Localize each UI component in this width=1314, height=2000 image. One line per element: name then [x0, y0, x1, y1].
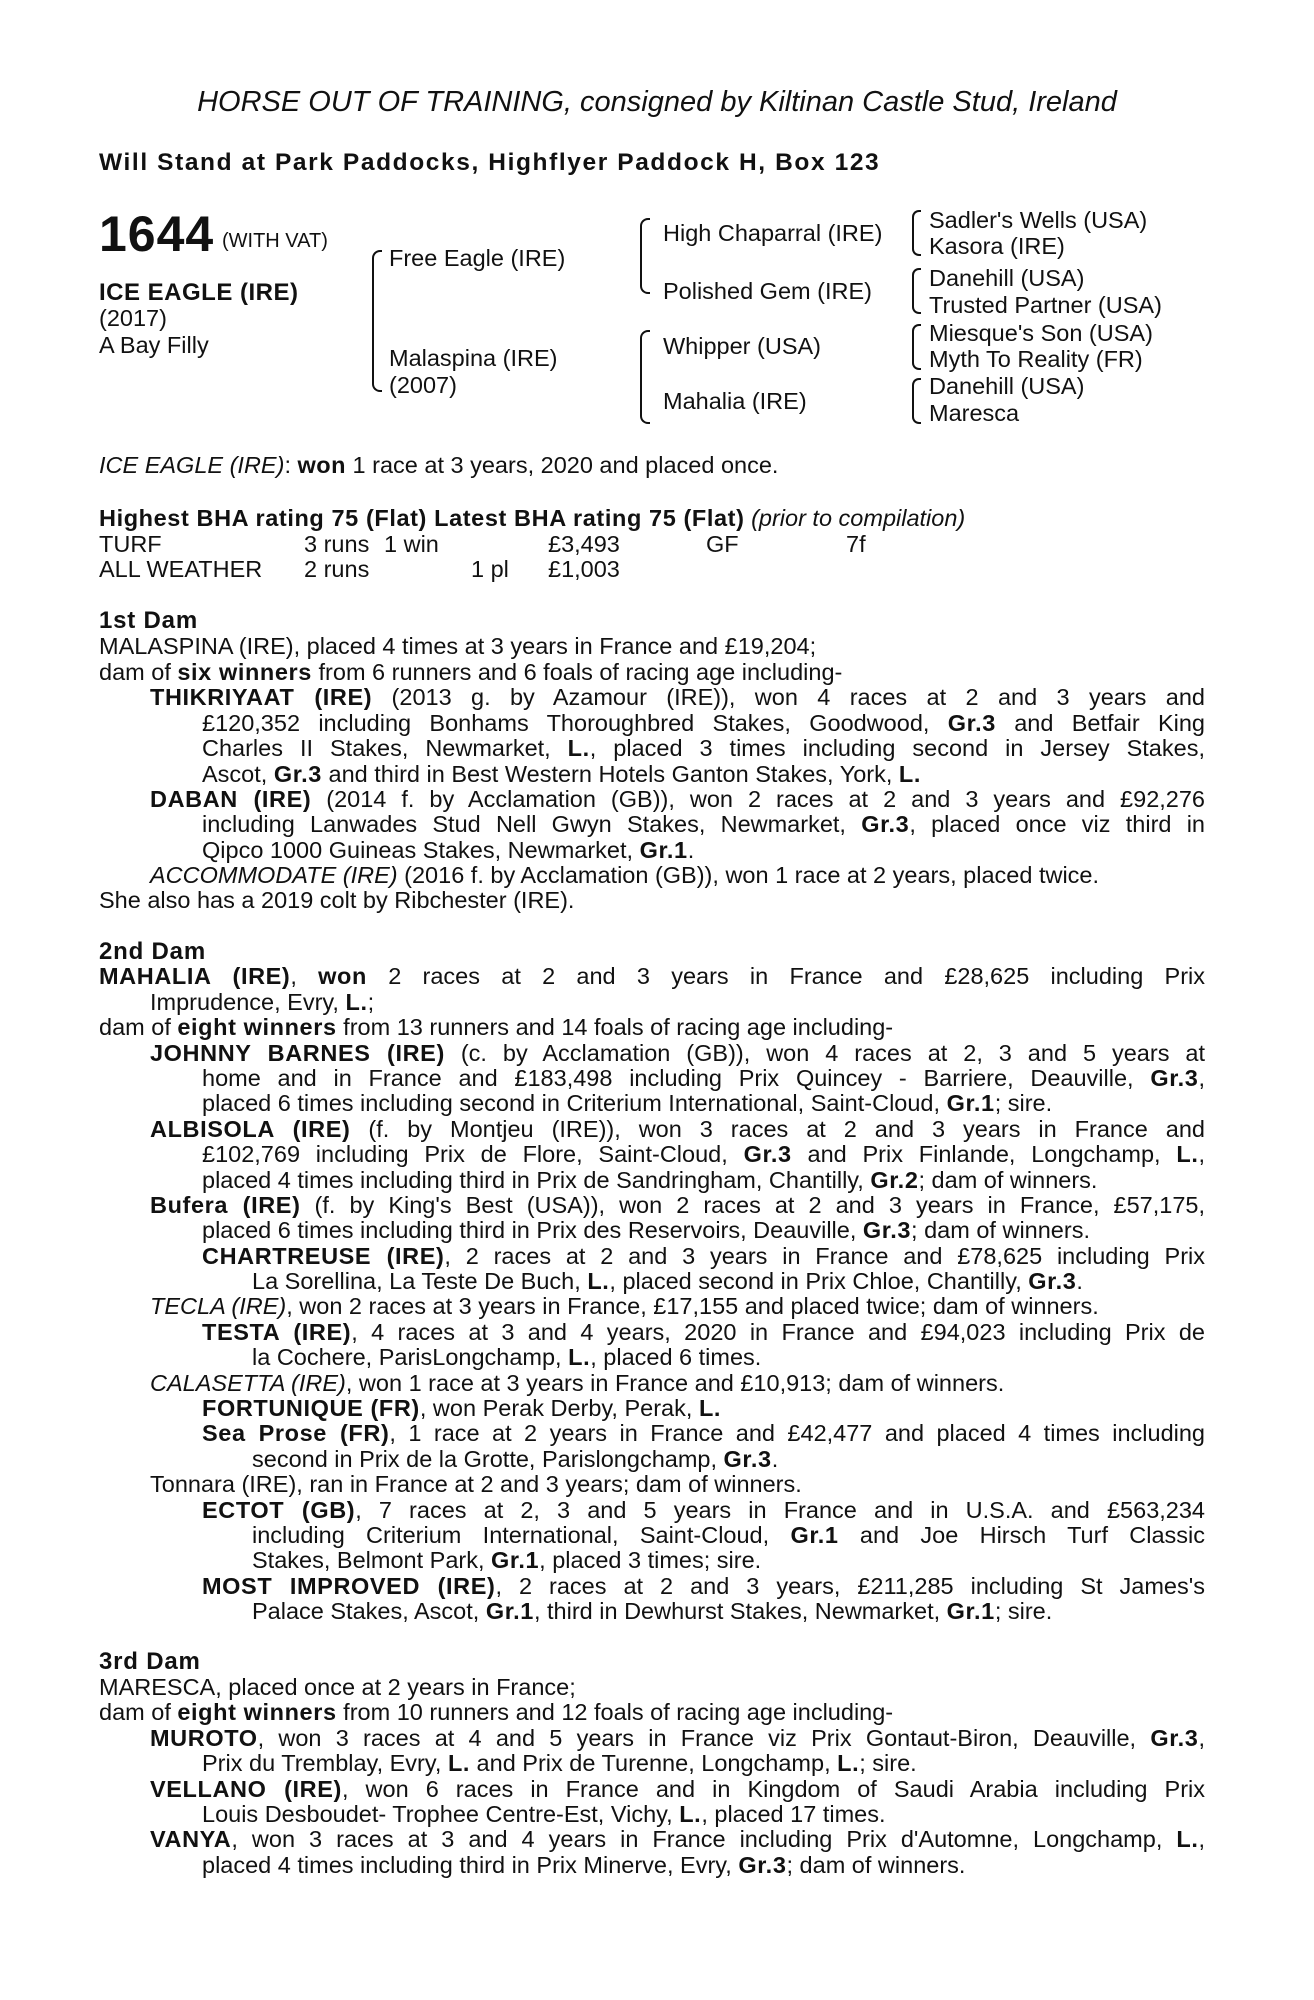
text-fragment: TECLA (IRE): [150, 1293, 287, 1319]
progeny-daban-2: [202, 811, 1205, 838]
text-fragment: placed 6 times including second in Criterium International, Saint-Cloud,: [202, 1090, 947, 1116]
pedigree-g3: Danehill (USA): [929, 265, 1085, 291]
text-fragment: including Criterium International, Saint-Cloud,: [252, 1522, 791, 1548]
text-fragment: six winners: [177, 659, 312, 685]
progeny-tonnara: Tonnara (IRE), ran in France at 2 and 3 years; dam of winners.: [150, 1471, 802, 1497]
text-fragment: placed 4 times including third in Prix de Sandringham, Chantilly,: [202, 1167, 871, 1193]
text-fragment: La Sorellina, La Teste De Buch,: [252, 1268, 588, 1294]
pedigree-g5: Miesque's Son (USA): [929, 320, 1153, 346]
third-dam-produce: [99, 1699, 893, 1726]
text-fragment: won: [318, 963, 367, 989]
text-fragment: CHARTREUSE (IRE): [202, 1243, 445, 1269]
progeny-most-improved: [202, 1573, 1205, 1600]
text-fragment: la Cochere, ParisLongchamp,: [252, 1344, 569, 1370]
text-fragment: , placed 3 times including second in Jersey Stakes,: [589, 735, 1205, 761]
progeny-thikriyaat: [150, 684, 1205, 711]
progeny-johnny-barnes: [150, 1040, 1205, 1067]
text-fragment: , 4 races at 3 and 4 years, 2020 in France and £94,023 including Prix de: [351, 1319, 1205, 1345]
progeny-vellano: [150, 1776, 1205, 1803]
text-fragment: including Lanwades Stud Nell Gwyn Stakes, Newmarket,: [202, 811, 862, 837]
text-fragment: , 2 races at 2 and 3 years in France and £78,625 including Prix: [444, 1243, 1205, 1269]
progeny-ectot: [202, 1497, 1205, 1524]
progeny-sea-prose-2: [252, 1446, 778, 1473]
text-fragment: , 7 races at 2, 3 and 5 years in France and in U.S.A. and £563,234: [355, 1497, 1206, 1523]
text-fragment: VANYA: [150, 1826, 232, 1852]
text-fragment: Stakes, Belmont Park,: [252, 1547, 492, 1573]
ratings-note: (prior to compilation): [751, 505, 966, 531]
text-fragment: Gr.3: [1150, 1065, 1199, 1091]
text-fragment: Prix du Tremblay, Evry,: [202, 1750, 448, 1776]
text-fragment: , third in Dewhurst Stakes, Newmarket,: [533, 1598, 947, 1624]
text-fragment: ,: [290, 963, 319, 989]
text-fragment: eight winners: [177, 1014, 337, 1040]
text-fragment: L.: [837, 1750, 860, 1776]
first-dam-produce: [99, 659, 842, 686]
second-dam-title: 2nd Dam: [99, 938, 206, 965]
text-fragment: £102,769 including Prix de Flore, Saint-Cloud,: [202, 1141, 744, 1167]
text-fragment: Louis Desboudet- Trophee Centre-Est, Vichy,: [202, 1801, 680, 1827]
text-fragment: eight winners: [177, 1699, 337, 1725]
text-fragment: dam of: [99, 1014, 178, 1040]
text-fragment: , won 3 races at 3 and 4 years in France including Prix d'Automne, Longchamp,: [231, 1826, 1177, 1852]
text-fragment: 2 races at 2 and 3 years in France and £28,625 including Prix: [366, 963, 1206, 989]
text-fragment: L.: [345, 989, 368, 1015]
pedigree-dam-year: (2007): [389, 372, 457, 398]
text-fragment: MAHALIA (IRE): [99, 963, 291, 989]
text-fragment: ACCOMMODATE (IRE): [150, 862, 398, 888]
turf-earnings: £3,493: [548, 531, 620, 557]
pedigree-sire-dam: Polished Gem (IRE): [663, 278, 872, 304]
turf-wins: 1 win: [384, 531, 439, 557]
text-fragment: home and in France and £183,498 including Prix Quincey - Barriere, Deauville,: [202, 1065, 1151, 1091]
ratings-line: [99, 505, 965, 532]
text-fragment: ; dam of winners.: [786, 1852, 966, 1878]
text-fragment: Bufera (IRE): [150, 1192, 301, 1218]
progeny-albisola-3: [202, 1167, 1097, 1194]
text-fragment: .: [687, 837, 695, 863]
text-fragment: DABAN (IRE): [150, 786, 312, 812]
text-fragment: Palace Stakes, Ascot,: [252, 1598, 486, 1624]
progeny-testa: [202, 1319, 1205, 1346]
text-fragment: TESTA (IRE): [202, 1319, 352, 1345]
record-colon: :: [284, 452, 291, 478]
text-fragment: from 10 runners and 12 foals of racing age including-: [336, 1699, 894, 1725]
progeny-most-improved-2: [252, 1598, 1052, 1625]
turf-distance: 7f: [846, 531, 866, 557]
text-fragment: from 13 runners and 14 foals of racing age including-: [336, 1014, 894, 1040]
text-fragment: placed 4 times including third in Prix Minerve, Evry,: [202, 1852, 739, 1878]
text-fragment: , placed 17 times.: [701, 1801, 886, 1827]
progeny-sea-prose: [202, 1420, 1205, 1447]
progeny-bufera: [150, 1192, 1205, 1219]
progeny-accommodate: [150, 862, 1099, 889]
text-fragment: Gr.3: [862, 1217, 912, 1243]
aw-label: ALL WEATHER: [99, 556, 263, 582]
pedigree-g8: Maresca: [929, 400, 1020, 426]
lot-number: 1644: [99, 206, 215, 262]
text-fragment: JOHNNY BARNES (IRE): [150, 1040, 445, 1066]
text-fragment: Gr.1: [790, 1522, 839, 1548]
text-fragment: (2013 g. by Azamour (IRE)), won 4 races at 2 and 3 years and: [372, 684, 1205, 710]
progeny-chartreuse-2: [252, 1268, 1083, 1295]
vat-label: (WITH VAT): [222, 230, 328, 252]
text-fragment: ALBISOLA (IRE): [150, 1116, 351, 1142]
text-fragment: placed 6 times including third in Prix des Reservoirs, Deauville,: [202, 1217, 863, 1243]
pedigree-brace: [912, 268, 921, 314]
race-record: [99, 452, 778, 479]
record-won: won: [297, 452, 346, 478]
text-fragment: (f. by King's Best (USA)), won 2 races at 2 and 3 years in France, £57,175,: [300, 1192, 1205, 1218]
text-fragment: second in Prix de la Grotte, Parislongchamp,: [252, 1446, 724, 1472]
text-fragment: , 1 race at 2 years in France and £42,477 and placed 4 times including: [389, 1420, 1206, 1446]
text-fragment: , 2 races at 2 and 3 years, £211,285 including St James's: [495, 1573, 1205, 1599]
text-fragment: L.: [698, 1395, 722, 1421]
progeny-vanya-2: [202, 1852, 965, 1879]
pedigree-g4: Trusted Partner (USA): [929, 292, 1162, 318]
text-fragment: L.: [898, 761, 922, 787]
text-fragment: Gr.1: [491, 1547, 540, 1573]
text-fragment: Gr.3: [723, 1446, 772, 1472]
text-fragment: ; sire.: [859, 1750, 917, 1776]
text-fragment: L.: [568, 1344, 591, 1370]
pedigree-brace: [640, 218, 650, 294]
text-fragment: and Prix Finlande, Longchamp,: [791, 1141, 1177, 1167]
text-fragment: Gr.1: [946, 1090, 995, 1116]
text-fragment: (f. by Montjeu (IRE)), won 3 races at 2 and 3 years in France and: [350, 1116, 1205, 1142]
pedigree-dam-sire: Whipper (USA): [663, 333, 822, 359]
horse-description: A Bay Filly: [99, 332, 209, 358]
text-fragment: , placed 6 times.: [590, 1344, 762, 1370]
text-fragment: Gr.3: [1028, 1268, 1077, 1294]
text-fragment: and Prix de Turenne, Longchamp,: [470, 1750, 838, 1776]
aw-earnings: £1,003: [548, 556, 620, 582]
progeny-vanya: [150, 1826, 1205, 1853]
text-fragment: Gr.2: [870, 1167, 919, 1193]
second-dam-line: [99, 963, 1205, 990]
text-fragment: , placed second in Prix Chloe, Chantilly,: [609, 1268, 1029, 1294]
text-fragment: Gr.3: [273, 761, 322, 787]
text-fragment: dam of: [99, 1699, 178, 1725]
text-fragment: L.: [679, 1801, 702, 1827]
ratings-bold: Highest BHA rating 75 (Flat) Latest BHA rating 75 (Flat): [99, 505, 745, 531]
progeny-muroto: [150, 1725, 1205, 1752]
horse-year: (2017): [99, 305, 167, 331]
progeny-daban-3: [202, 837, 694, 864]
turf-going: GF: [706, 531, 739, 557]
text-fragment: Gr.3: [861, 811, 910, 837]
text-fragment: Imprudence, Evry,: [150, 989, 346, 1015]
progeny-johnny-barnes-2: [202, 1065, 1205, 1092]
progeny-muroto-2: [202, 1750, 917, 1777]
text-fragment: and Joe Hirsch Turf Classic: [838, 1522, 1206, 1548]
horse-name: ICE EAGLE (IRE): [99, 279, 299, 306]
first-dam-also: She also has a 2019 colt by Ribchester (IRE).: [99, 887, 575, 913]
second-dam-line-2: [150, 989, 374, 1016]
progeny-daban: [150, 786, 1205, 813]
text-fragment: , won 3 races at 4 and 5 years in France viz Prix Gontaut-Biron, Deauville,: [257, 1725, 1151, 1751]
progeny-fortunique: [202, 1395, 721, 1422]
text-fragment: , placed once viz third in: [909, 811, 1206, 837]
text-fragment: ;: [367, 989, 375, 1015]
text-fragment: (c. by Acclamation (GB)), won 4 races at 2, 3 and 5 years at: [444, 1040, 1206, 1066]
text-fragment: CALASETTA (IRE): [150, 1370, 346, 1396]
text-fragment: , won 6 races in France and in Kingdom of Saudi Arabia including Prix: [341, 1776, 1205, 1802]
text-fragment: ; dam of winners.: [911, 1217, 1090, 1243]
text-fragment: dam of: [99, 659, 178, 685]
text-fragment: Ascot,: [202, 761, 274, 787]
aw-runs: 2 runs: [304, 556, 370, 582]
progeny-johnny-barnes-3: [202, 1090, 1052, 1117]
pedigree-brace: [912, 210, 921, 256]
pedigree-brace: [372, 250, 382, 392]
text-fragment: Qipco 1000 Guineas Stakes, Newmarket,: [202, 837, 640, 863]
record-horse-name: ICE EAGLE (IRE): [99, 452, 285, 478]
first-dam-line: MALASPINA (IRE), placed 4 times at 3 years in France and £19,204;: [99, 633, 817, 659]
pedigree-dam-dam: Mahalia (IRE): [663, 388, 807, 414]
pedigree-brace: [912, 378, 921, 424]
pedigree-g1: Sadler's Wells (USA): [929, 207, 1148, 233]
text-fragment: Charles II Stakes, Newmarket,: [202, 735, 568, 761]
progeny-albisola-2: [202, 1141, 1205, 1168]
pedigree-g7: Danehill (USA): [929, 373, 1085, 399]
text-fragment: and third in Best Western Hotels Ganton Stakes, York,: [321, 761, 899, 787]
text-fragment: £120,352 including Bonhams Thoroughbred Stakes, Goodwood,: [202, 710, 948, 736]
text-fragment: L.: [1176, 1826, 1199, 1852]
text-fragment: VELLANO (IRE): [150, 1776, 342, 1802]
progeny-tecla: [150, 1293, 1099, 1320]
text-fragment: from 6 runners and 6 foals of racing age including-: [311, 659, 843, 685]
first-dam-title: 1st Dam: [99, 607, 198, 634]
progeny-calasetta: [150, 1370, 1004, 1397]
progeny-albisola: [150, 1116, 1205, 1143]
text-fragment: , won 2 races at 3 years in France, £17,155 and placed twice; dam of winners.: [286, 1293, 1099, 1319]
progeny-ectot-2: [252, 1522, 1205, 1549]
aw-placed: 1 pl: [471, 556, 509, 582]
text-fragment: L.: [447, 1750, 471, 1776]
second-dam-produce: [99, 1014, 893, 1041]
text-fragment: (2014 f. by Acclamation (GB)), won 2 races at 2 and 3 years and £92,276: [311, 786, 1206, 812]
progeny-testa-2: [252, 1344, 761, 1371]
text-fragment: ECTOT (GB): [202, 1497, 356, 1523]
record-text: 1 race at 3 years, 2020 and placed once.: [346, 452, 779, 478]
text-fragment: THIKRIYAAT (IRE): [150, 684, 373, 710]
pedigree-sire-sire: High Chaparral (IRE): [663, 220, 883, 246]
text-fragment: Gr.1: [639, 837, 688, 863]
text-fragment: (2016 f. by Acclamation (GB)), won 1 race at 2 years, placed twice.: [397, 862, 1100, 888]
text-fragment: , won Perak Derby, Perak,: [419, 1395, 699, 1421]
pedigree-dam: Malaspina (IRE): [389, 345, 558, 371]
text-fragment: L.: [567, 735, 590, 761]
progeny-thikriyaat-4: [202, 761, 921, 788]
text-fragment: ,: [1198, 1065, 1205, 1091]
progeny-thikriyaat-3: [202, 735, 1205, 762]
pedigree-g6: Myth To Reality (FR): [929, 346, 1143, 372]
pedigree-sire: Free Eagle (IRE): [389, 245, 566, 271]
text-fragment: L.: [587, 1268, 610, 1294]
text-fragment: ,: [1198, 1826, 1205, 1852]
text-fragment: ,: [1198, 1725, 1205, 1751]
progeny-bufera-2: [202, 1217, 1090, 1244]
progeny-ectot-3: [252, 1547, 761, 1574]
text-fragment: ; sire.: [994, 1090, 1053, 1116]
text-fragment: MOST IMPROVED (IRE): [202, 1573, 496, 1599]
text-fragment: and Betfair King: [995, 710, 1206, 736]
pedigree-brace: [912, 324, 921, 370]
third-dam-line: MARESCA, placed once at 2 years in France;: [99, 1674, 576, 1700]
progeny-vellano-2: [202, 1801, 886, 1828]
text-fragment: Gr.1: [485, 1598, 534, 1624]
page-title: HORSE OUT OF TRAINING, consigned by Kiltinan Castle Stud, Ireland: [197, 86, 1117, 118]
text-fragment: ,: [1198, 1141, 1206, 1167]
turf-label: TURF: [99, 531, 162, 557]
text-fragment: ; sire.: [994, 1598, 1053, 1624]
text-fragment: , won 1 race at 3 years in France and £10,913; dam of winners.: [345, 1370, 1005, 1396]
text-fragment: Gr.3: [738, 1852, 787, 1878]
text-fragment: Gr.3: [947, 710, 996, 736]
text-fragment: L.: [1176, 1141, 1199, 1167]
text-fragment: Gr.3: [743, 1141, 792, 1167]
text-fragment: Gr.3: [1150, 1725, 1199, 1751]
third-dam-title: 3rd Dam: [99, 1648, 201, 1675]
progeny-thikriyaat-2: [202, 710, 1205, 737]
stand-location: Will Stand at Park Paddocks, Highflyer Paddock H, Box 123: [99, 149, 881, 176]
pedigree-brace: [640, 330, 650, 424]
text-fragment: Sea Prose (FR): [202, 1420, 390, 1446]
text-fragment: .: [771, 1446, 779, 1472]
text-fragment: , placed 3 times; sire.: [539, 1547, 762, 1573]
text-fragment: Gr.1: [946, 1598, 995, 1624]
progeny-chartreuse: [202, 1243, 1205, 1270]
pedigree-g2: Kasora (IRE): [929, 233, 1065, 259]
text-fragment: ; dam of winners.: [918, 1167, 1098, 1193]
text-fragment: MUROTO: [150, 1725, 258, 1751]
text-fragment: .: [1076, 1268, 1083, 1294]
text-fragment: FORTUNIQUE (FR): [202, 1395, 420, 1421]
turf-runs: 3 runs: [304, 531, 370, 557]
